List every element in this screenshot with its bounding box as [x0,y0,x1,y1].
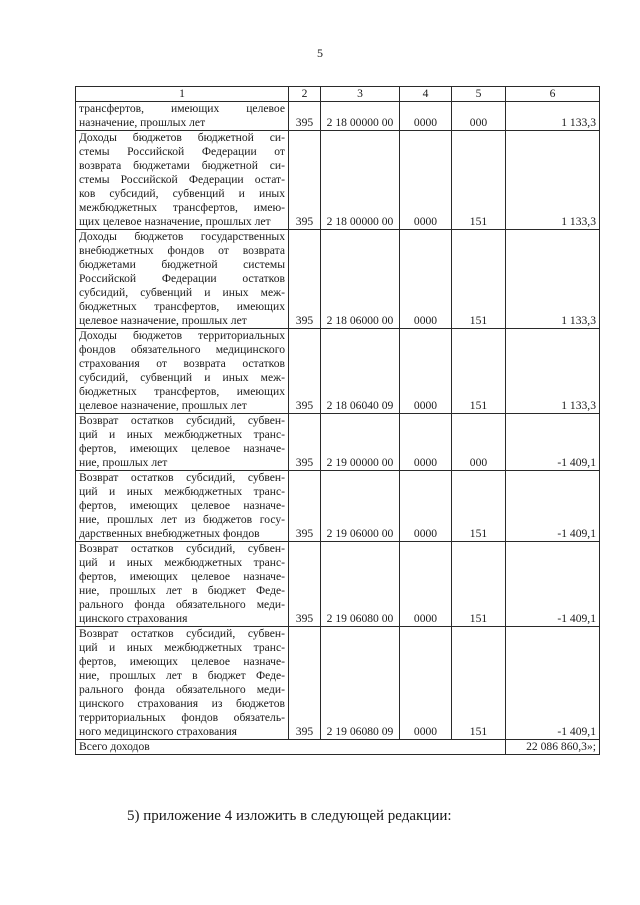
description-line: территориальных фондов обязатель- [79,711,285,724]
description-line: Доходы бюджетов территориальных [79,329,285,342]
subtype-code-cell: 0000 [400,542,452,627]
table-row [76,627,600,740]
description-line: субсидий, субвенций и иных меж- [79,371,285,384]
subtype-code-cell: 0000 [400,414,452,471]
revenue-code-cell: 2 18 06000 00 [321,230,400,329]
description-line: Доходы бюджетов бюджетной си- [79,131,285,144]
amount-cell: -1 409,1 [506,414,600,471]
classification-code-cell: 151 [452,131,506,230]
description-line: ного медицинского страхования [79,725,238,738]
admin-code-cell: 395 [289,230,321,329]
description-line: ние, прошлых лет в бюджет Феде- [79,584,285,597]
table-row [76,414,600,471]
subtype-code-cell: 0000 [400,627,452,740]
description-line: Возврат остатков субсидий, субвен- [79,414,285,427]
table-row [76,329,600,414]
column-header: 2 [289,87,321,102]
table-row [76,102,600,131]
classification-code-cell: 151 [452,230,506,329]
admin-code-cell: 395 [289,329,321,414]
description-line: страхования от возврата остатков [79,357,285,370]
description-line: ние, прошлых лет [79,456,168,469]
description-line: бюджетных трансфертов, имеющих [79,385,285,398]
admin-code-cell: 395 [289,102,321,131]
total-amount: 22 086 860,3»; [506,740,600,755]
amount-cell: 1 133,3 [506,230,600,329]
description-line: субсидий, субвенций и иных меж- [79,286,285,299]
revenue-code-cell: 2 19 06080 09 [321,627,400,740]
row-description [76,414,289,471]
description-line: ние, прошлых лет из бюджетов госу- [79,513,285,526]
table-header-row [76,87,600,102]
amount-cell: -1 409,1 [506,627,600,740]
row-description [76,230,289,329]
revenue-code-cell: 2 19 00000 00 [321,414,400,471]
description-line: ние, прошлых лет в бюджет Феде- [79,669,285,682]
description-line: цинского страхования [79,612,188,625]
subtype-code-cell: 0000 [400,230,452,329]
classification-code-cell: 151 [452,471,506,542]
total-row [76,740,600,755]
subtype-code-cell: 0000 [400,471,452,542]
description-line: Возврат остатков субсидий, субвен- [79,542,285,555]
description-line: щих целевое назначение, прошлых лет [79,215,271,228]
description-line: стемы Российской Федерации от [79,145,285,158]
description-line: Возврат остатков субсидий, субвен- [79,471,285,484]
description-line: внебюджетных фондов от возврата [79,244,285,257]
description-line: ций и иных межбюджетных транс- [79,428,285,441]
classification-code-cell: 151 [452,627,506,740]
description-line: стемы Российской Федерации остат- [79,173,285,186]
table-row [76,471,600,542]
description-line: возврата бюджетами бюджетной си- [79,159,285,172]
description-line: целевое назначение, прошлых лет [79,314,247,327]
description-line: бюджетных трансфертов, имеющих [79,300,285,313]
column-header: 5 [452,87,506,102]
row-description [76,542,289,627]
description-line: фертов, имеющих целевое назначе- [79,570,285,583]
column-header: 3 [321,87,400,102]
amount-cell: -1 409,1 [506,542,600,627]
subtype-code-cell: 0000 [400,102,452,131]
amount-cell: 1 133,3 [506,329,600,414]
table-row [76,230,600,329]
classification-code-cell: 000 [452,414,506,471]
row-description [76,329,289,414]
description-line: Возврат остатков субсидий, субвен- [79,627,285,640]
subtype-code-cell: 0000 [400,131,452,230]
column-header: 6 [506,87,600,102]
amount-cell: 1 133,3 [506,102,600,131]
description-line: целевое назначение, прошлых лет [79,399,247,412]
admin-code-cell: 395 [289,542,321,627]
description-line: назначение, прошлых лет [79,116,206,129]
classification-code-cell: 151 [452,542,506,627]
revenue-code-cell: 2 19 06000 00 [321,471,400,542]
classification-code-cell: 000 [452,102,506,131]
revenue-table [75,86,600,755]
admin-code-cell: 395 [289,131,321,230]
description-line: фертов, имеющих целевое назначе- [79,655,285,668]
row-description [76,471,289,542]
description-line: рального фонда обязательного меди- [79,683,285,696]
description-line: фертов, имеющих целевое назначе- [79,499,285,512]
column-header: 4 [400,87,452,102]
description-line: рального фонда обязательного меди- [79,598,285,611]
amendment-text: 5) приложение 4 изложить в следующей редакции: [127,808,452,824]
description-line: ций и иных межбюджетных транс- [79,556,285,569]
description-line: бюджетами бюджетной системы [79,258,285,271]
description-line: фертов, имеющих целевое назначе- [79,442,285,455]
table-body [76,102,600,740]
amount-cell: -1 409,1 [506,471,600,542]
admin-code-cell: 395 [289,627,321,740]
page-number: 5 [317,46,323,60]
description-line: межбюджетных трансфертов, имею- [79,201,285,214]
description-line: Доходы бюджетов государственных [79,230,285,243]
revenue-code-cell: 2 18 06040 09 [321,329,400,414]
amount-cell: 1 133,3 [506,131,600,230]
row-description [76,102,289,131]
description-line: ций и иных межбюджетных транс- [79,485,285,498]
classification-code-cell: 151 [452,329,506,414]
description-line: Российской Федерации остатков [79,272,285,285]
revenue-code-cell: 2 18 00000 00 [321,102,400,131]
admin-code-cell: 395 [289,471,321,542]
description-line: трансфертов, имеющих целевое [79,102,285,115]
revenue-code-cell: 2 18 00000 00 [321,131,400,230]
column-header: 1 [76,87,289,102]
table-row [76,131,600,230]
description-line: фондов обязательного медицинского [79,343,285,356]
description-line: ков субсидий, субвенций и иных [79,187,285,200]
row-description [76,131,289,230]
subtype-code-cell: 0000 [400,329,452,414]
description-line: ций и иных межбюджетных транс- [79,641,285,654]
revenue-code-cell: 2 19 06080 00 [321,542,400,627]
total-label: Всего доходов [76,740,506,755]
admin-code-cell: 395 [289,414,321,471]
table-row [76,542,600,627]
description-line: цинского страхования из бюджетов [79,697,285,710]
description-line: дарственных внебюджетных фондов [79,527,260,540]
row-description [76,627,289,740]
